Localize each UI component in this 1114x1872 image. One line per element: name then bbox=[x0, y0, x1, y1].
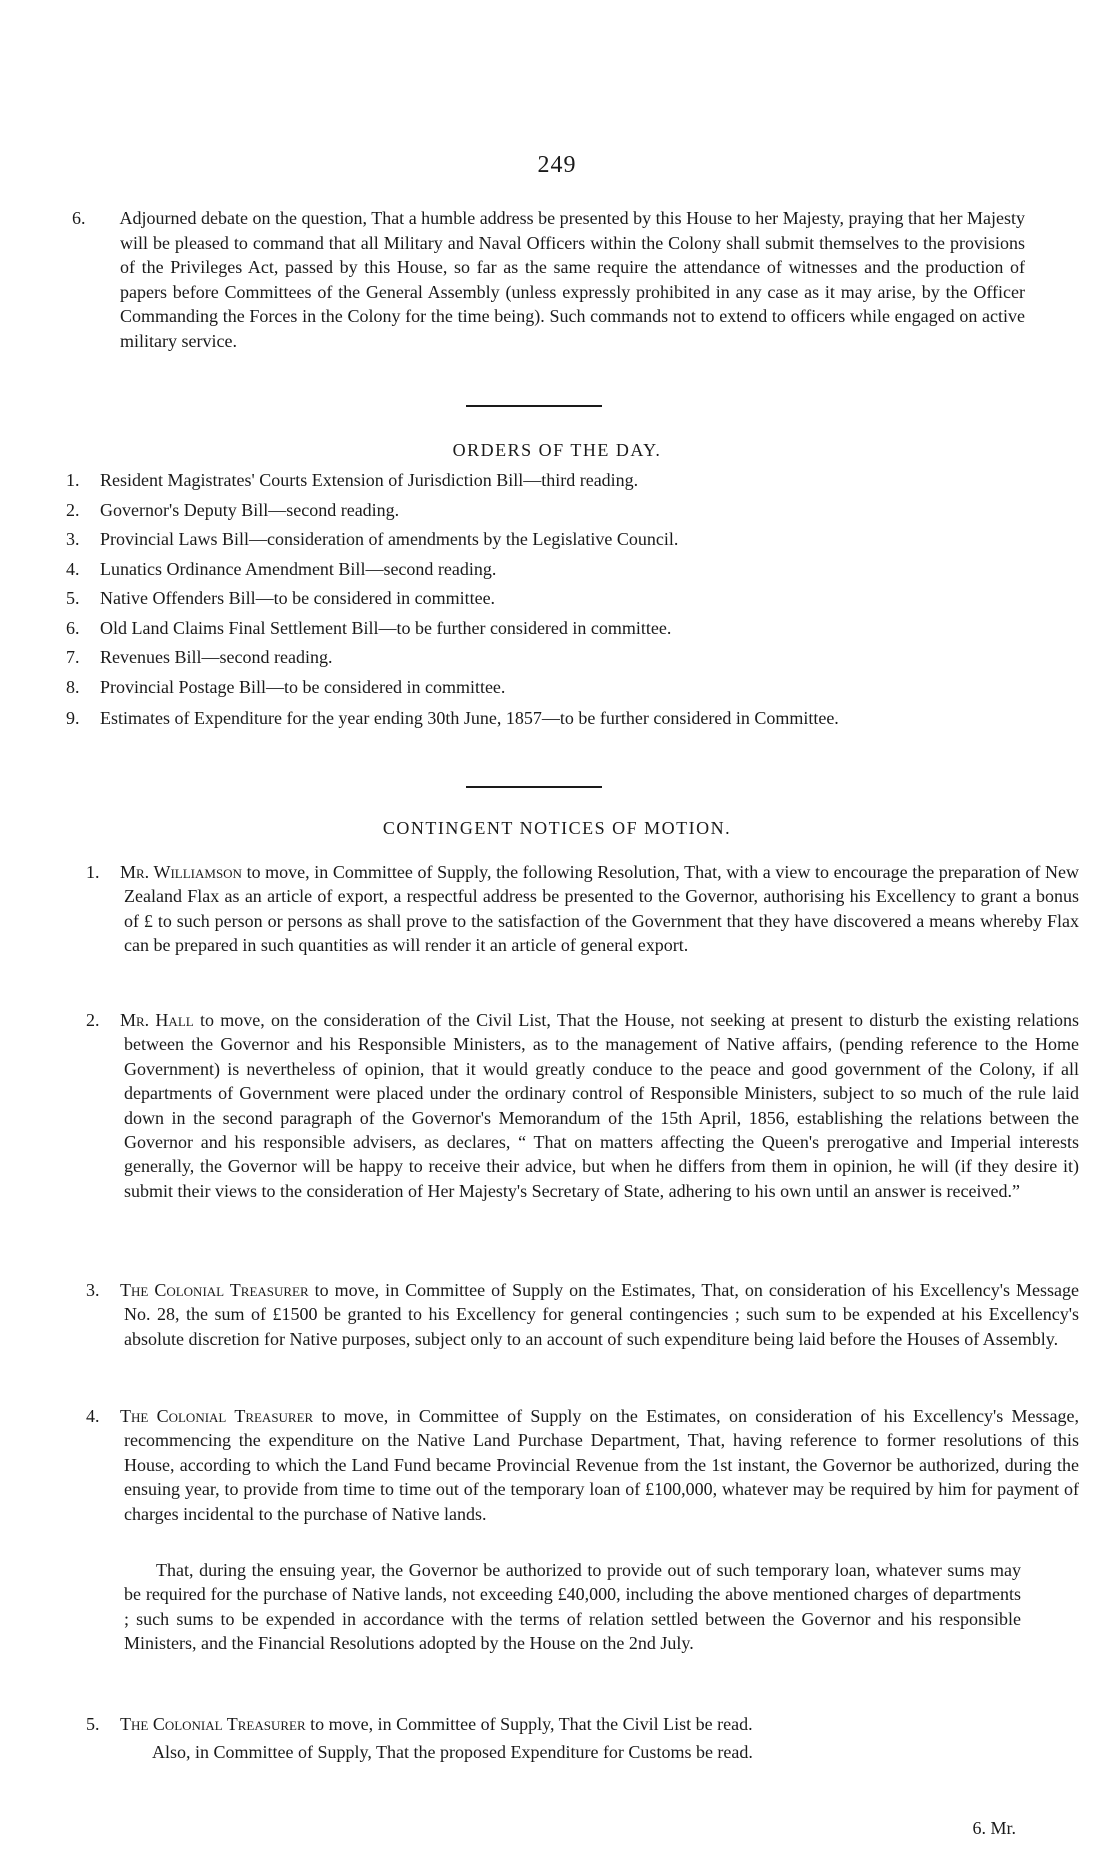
order-number: 1. bbox=[66, 470, 80, 490]
contingent-notices-heading: CONTINGENT NOTICES OF MOTION. bbox=[382, 818, 732, 838]
catchword: 6. Mr. bbox=[972, 1818, 1016, 1838]
order-text: Provincial Laws Bill—consideration of amendments by the Legislative Council. bbox=[100, 529, 679, 549]
order-number: 5. bbox=[66, 588, 80, 608]
motion-text: to move, in Committee of Supply, the following Resolution, That, with a view to encourage the preparation of New Zealand Flax as an article of export, a respectful address be presented to the Governor, authorising his Excellency to grant a bonus of £ to such person or persons as shall prove to the satisfaction of the Government that they have discovered a means whereby Flax can be prepared in such quantities as will render it an article of general export. bbox=[124, 862, 1079, 956]
order-text: Provincial Postage Bill—to be considered in committee. bbox=[100, 676, 506, 697]
orders-list bbox=[66, 470, 1016, 730]
order-text: Estimates of Expenditure for the year ending 30th June, 1857—to be further considered in Committee. bbox=[100, 708, 839, 728]
motion-number: 3. bbox=[86, 1280, 100, 1300]
orders-heading: ORDERS OF THE DAY. bbox=[452, 440, 662, 460]
motion-number: 1. bbox=[86, 862, 100, 882]
section-divider bbox=[466, 786, 602, 788]
order-text: Revenues Bill—second reading. bbox=[100, 647, 333, 667]
order-item bbox=[66, 500, 1016, 530]
motion-item bbox=[66, 1278, 1079, 1351]
order-number: 3. bbox=[66, 529, 80, 549]
motion-text: to move, on the consideration of the Civil List, That the House, not seeking at present to disturb the existing relations between the Governor and his Responsible Ministers, as to the management of Native affairs, (pending reference to the Home Government) is nevertheless of opinion, that it would greatly conduce to the peace and good government of the Colony, if all departments of Government were placed under the ordinary control of Responsible Ministers, subject to so much of the rule laid down in the second paragraph of the Governor's Memorandum of the 15th April, 1856, establishing the relations between the Governor and his responsible advisers, as declares, “ That on matters affecting the Queen's prerogative and Imperial interests generally, the Governor will be happy to receive their advice, but when he differs from them in opinion, he will (if they desire it) submit their views to the consideration of Her Majesty's Secretary of State, adhering to his own until an answer is received.” bbox=[124, 1010, 1079, 1201]
order-item bbox=[66, 470, 1016, 500]
motion-text: to move, in Committee of Supply on the Estimates, That, on consideration of his Excellency's Message No. 28, the sum of £1500 be granted to his Excellency for general contingencies ; such sum to be expended at his Excellency's absolute discretion for Native purposes, subject only to an account of such expenditure being laid before the Houses of Assembly. bbox=[124, 1280, 1079, 1349]
order-number: 8. bbox=[66, 676, 80, 697]
motion-number: 2. bbox=[86, 1010, 100, 1030]
motion-also-line: Also, in Committee of Supply, That the proposed Expenditure for Customs be read. bbox=[152, 1742, 753, 1762]
order-number: 4. bbox=[66, 558, 80, 579]
order-text: Lunatics Ordinance Amendment Bill—second reading. bbox=[100, 558, 497, 579]
order-item bbox=[66, 677, 1016, 707]
order-number: 9. bbox=[66, 708, 80, 728]
order-item bbox=[66, 559, 1016, 589]
order-text: Native Offenders Bill—to be considered in committee. bbox=[100, 588, 496, 608]
order-number: 7. bbox=[66, 647, 80, 667]
adjourned-debate-paragraph bbox=[72, 206, 1025, 354]
order-item bbox=[66, 529, 1016, 559]
order-item bbox=[66, 618, 1016, 648]
section-divider bbox=[466, 405, 602, 407]
order-text: Resident Magistrates' Courts Extension of Jurisdiction Bill—third reading. bbox=[100, 470, 639, 490]
item-number: 6. bbox=[72, 208, 86, 228]
motion-continuation-paragraph: That, during the ensuing year, the Governor be authorized to provide out of such temporary loan, whatever sums may be required for the purchase of Native lands, not exceeding £40,000, including the above mentioned charges of departments ; such sums to be expended in accordance with the terms of relation settled between the Governor and his responsible Ministers, and the Financial Resolutions adopted by the House on the 2nd July. bbox=[124, 1560, 1021, 1654]
order-item bbox=[66, 588, 1016, 618]
motion-item bbox=[66, 860, 1079, 958]
motion-mover: The Colonial Treasurer bbox=[120, 1280, 309, 1300]
order-text: Old Land Claims Final Settlement Bill—to be further considered in committee. bbox=[100, 617, 672, 638]
motion-item bbox=[66, 1008, 1079, 1203]
adjourned-debate-text: Adjourned debate on the question, That a humble address be presented by this House to her Majesty, praying that her Majesty will be pleased to command that all Military and Naval Officers within the Colony shall submit themselves to the provisions of the Privileges Act, passed by this House, so far as the same require the attendance of witnesses and the production of papers before Committees of the General Assembly (unless expressly prohibited in any case as it may arise, by the Officer Commanding the Forces in the Colony for the time being). Such commands not to extend to officers while engaged on active military service. bbox=[119, 208, 1025, 351]
motion-item bbox=[66, 1404, 1079, 1526]
order-item bbox=[66, 647, 1016, 677]
motion-number: 4. bbox=[86, 1406, 100, 1426]
order-number: 6. bbox=[66, 617, 80, 638]
motion-mover: Mr. Williamson bbox=[120, 862, 242, 882]
page-number: 249 bbox=[537, 152, 577, 178]
motion-mover: The Colonial Treasurer bbox=[120, 1714, 306, 1734]
order-number: 2. bbox=[66, 499, 80, 520]
motion-item bbox=[66, 1712, 1079, 1736]
motion-text: to move, in Committee of Supply on the Estimates, on consideration of his Excellency's Message, recommencing the expenditure on the Native Land Purchase Department, That, having reference to former resolutions of this House, according to which the Land Fund became Provincial Revenue from the 1st instant, the Governor be authorized, during the ensuing year, to provide from time to time out of the temporary loan of £100,000, whatever may be required by him for payment of charges incidental to the purchase of Native lands. bbox=[124, 1406, 1079, 1524]
order-item bbox=[66, 706, 1016, 730]
motion-text: to move, in Committee of Supply, That the Civil List be read. bbox=[305, 1714, 753, 1734]
motion-number: 5. bbox=[86, 1714, 100, 1734]
motion-mover: The Colonial Treasurer bbox=[120, 1406, 314, 1426]
order-text: Governor's Deputy Bill—second reading. bbox=[100, 499, 400, 520]
motion-mover: Mr. Hall bbox=[120, 1010, 194, 1030]
